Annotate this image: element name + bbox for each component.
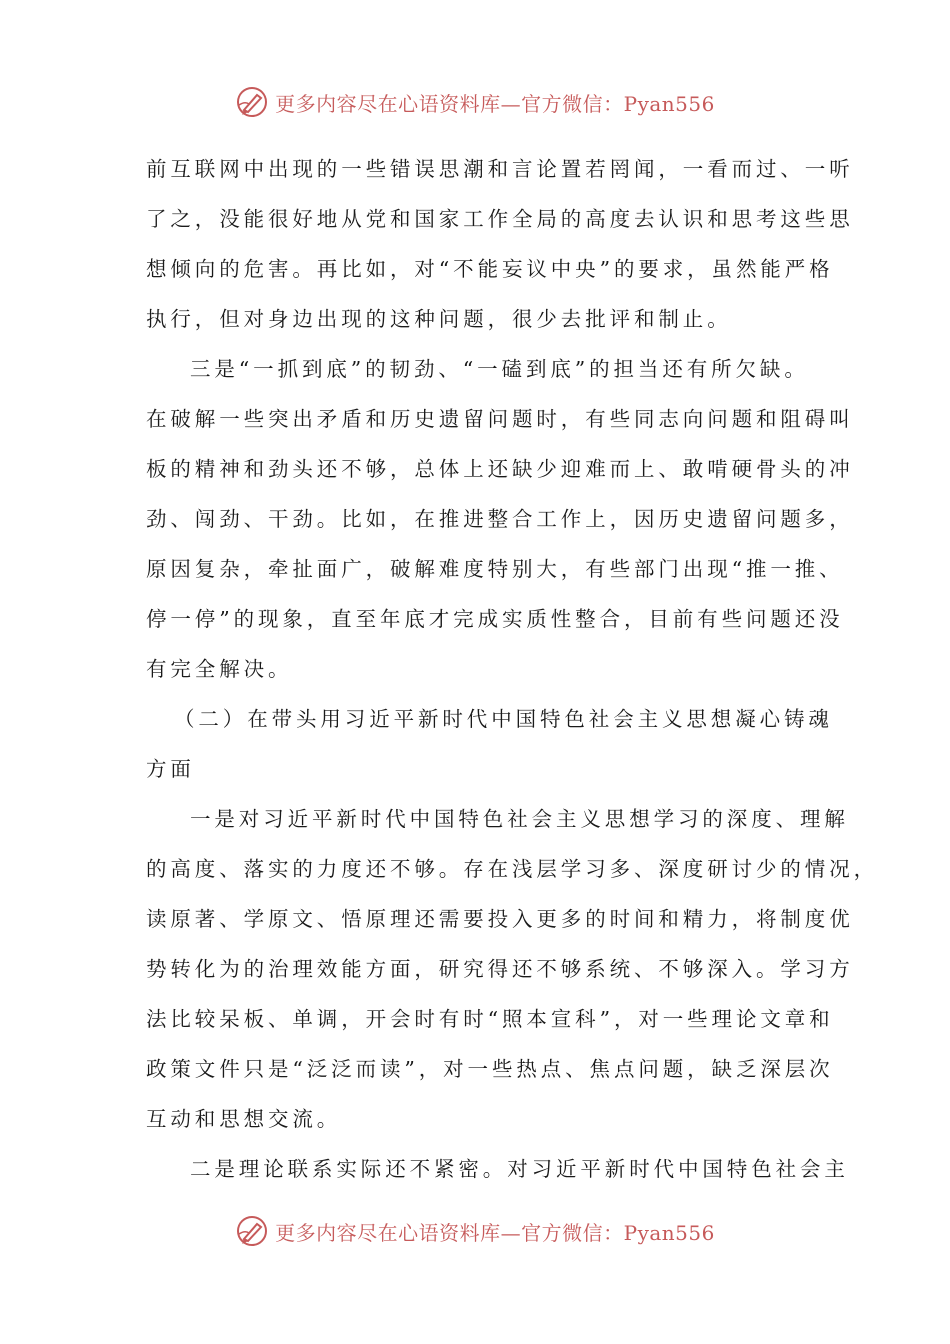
watermark-footer [0,1209,950,1253]
text-line: 了之，没能很好地从党和国家工作全局的高度去认识和思考这些思 [146,207,854,231]
paragraph-start-line: 二是理论联系实际还不紧密。对习近平新时代中国特色社会主 [190,1157,849,1181]
text-line: 执行，但对身边出现的这种问题，很少去批评和制止。 [146,307,732,331]
text-line: 互动和思想交流。 [146,1107,342,1131]
pen-logo-icon [235,85,269,119]
text-line: 势转化为的治理效能方面，研究得还不够系统、不够深入。学习方 [146,957,854,981]
text-line: 停一停”的现象，直至年底才完成实质性整合，目前有些问题还没 [146,607,844,631]
text-line: 政策文件只是“泛泛而读”，对一些热点、焦点问题，缺乏深层次 [146,1057,834,1081]
watermark-header [0,80,950,124]
pen-logo-icon [235,1214,269,1248]
section-heading: （二）在带头用习近平新时代中国特色社会主义思想凝心铸魂 [174,707,833,731]
text-line: 劲、闯劲、干劲。比如，在推进整合工作上，因历史遗留问题多， [146,507,854,531]
paragraph-start-line: 三是“一抓到底”的韧劲、“一磕到底”的担当还有所欠缺。 [190,357,809,381]
paragraph-start-line: 一是对习近平新时代中国特色社会主义思想学习的深度、理解 [190,807,849,831]
watermark-text: 更多内容尽在心语资料库—官方微信：Pyan556 [275,1220,715,1245]
document-body [146,144,878,1194]
text-line: 有完全解决。 [146,657,293,681]
text-line: 法比较呆板、单调，开会时有时“照本宣科”，对一些理论文章和 [146,1007,834,1031]
text-line: 板的精神和劲头还不够，总体上还缺少迎难而上、敢啃硬骨头的冲 [146,457,854,481]
watermark-text: 更多内容尽在心语资料库—官方微信：Pyan556 [275,91,715,116]
text-line: 的高度、落实的力度还不够。存在浅层学习多、深度研讨少的情况， [146,857,878,881]
text-line: 读原著、学原文、悟原理还需要投入更多的时间和精力，将制度优 [146,907,854,931]
text-line: 想倾向的危害。再比如，对“不能妄议中央”的要求，虽然能严格 [146,257,834,281]
text-line: 前互联网中出现的一些错误思潮和言论置若罔闻，一看而过、一听 [146,157,854,181]
text-line: 原因复杂，牵扯面广，破解难度特别大，有些部门出现“推一推、 [146,557,844,581]
text-line: 在破解一些突出矛盾和历史遗留问题时，有些同志向问题和阻碍叫 [146,407,854,431]
section-heading-cont: 方面 [146,757,195,781]
